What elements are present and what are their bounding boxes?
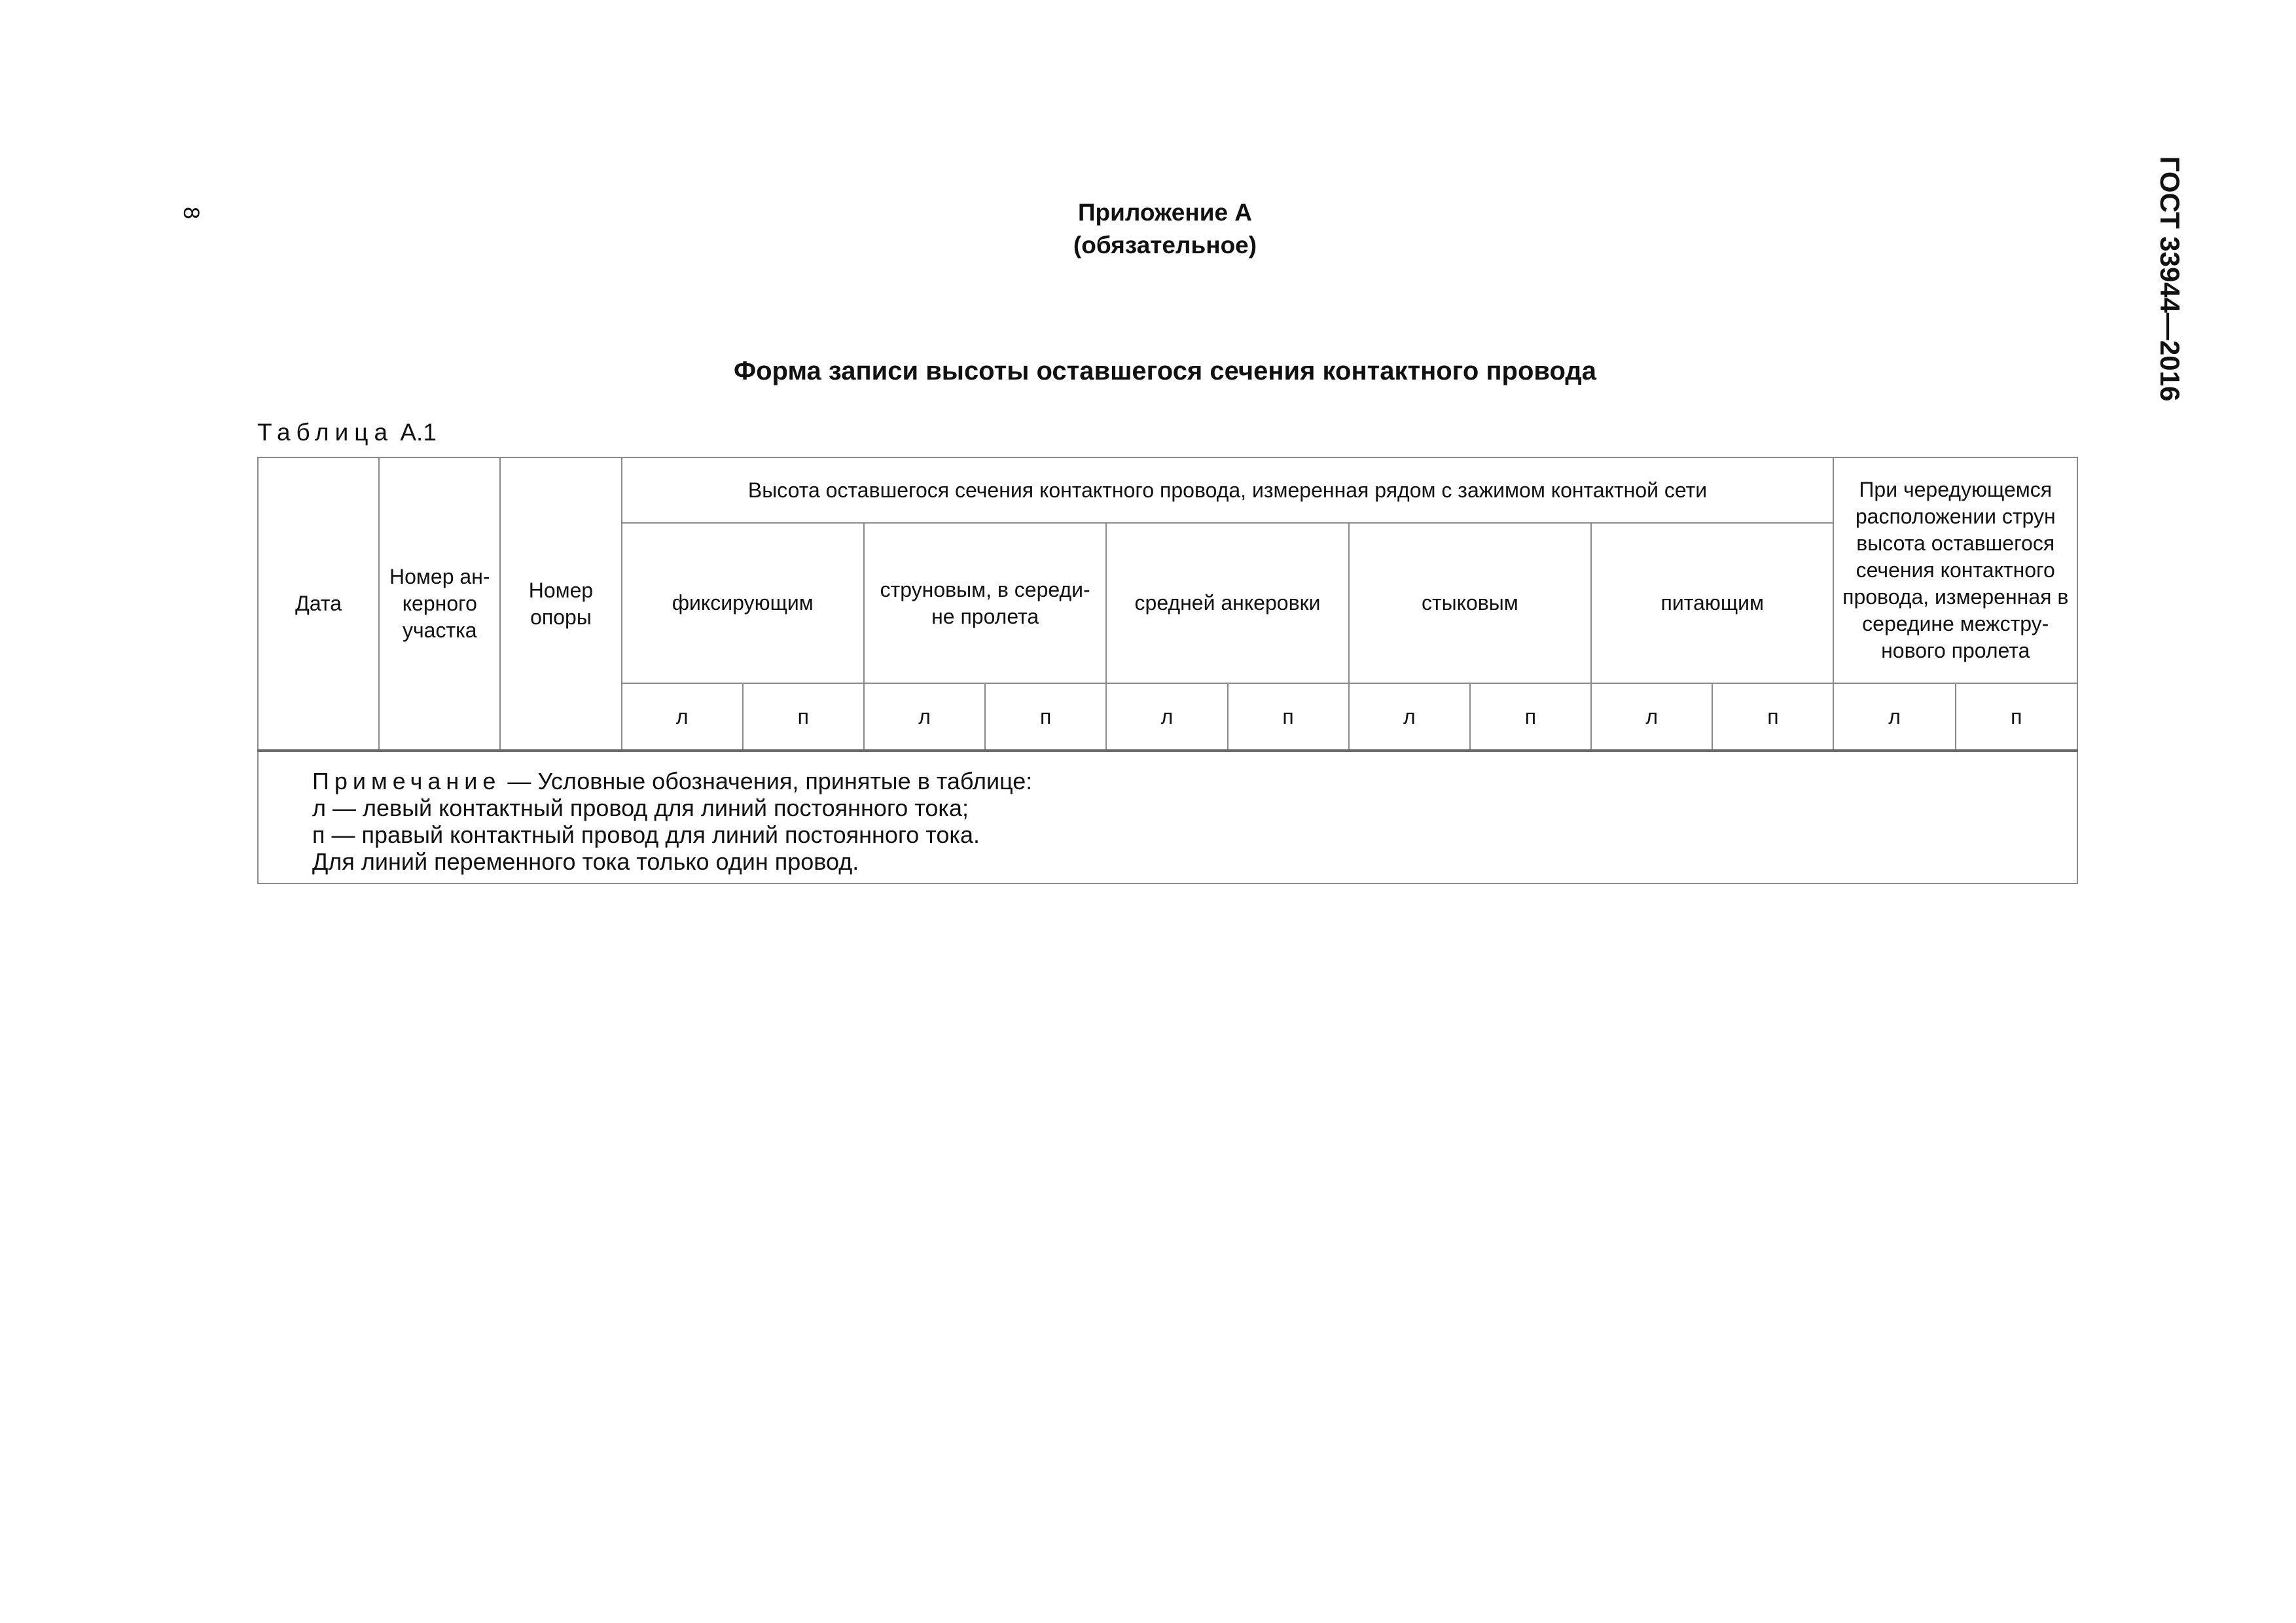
note-lead: — Условные обозначения, принятые в таблице: — [501, 768, 1033, 794]
side-left: л — [1591, 683, 1712, 751]
form-title: Форма записи высоты оставшегося сечения контактного провода — [733, 357, 1596, 385]
table-label-number: А.1 — [393, 419, 437, 446]
table-label-prefix: Таблица — [257, 419, 394, 446]
header-pole-number: Номер опоры — [500, 457, 621, 751]
header-joint: стыковым — [1349, 523, 1591, 683]
header-alternating-strings: При чередующемся расположении струн высота оставшегося сечения контактного провода, измеренная в середине межстру-нового пролета — [1833, 457, 2077, 683]
record-form-table — [257, 457, 2078, 884]
note-line-ac: Для линий переменного тока только один провод. — [312, 848, 859, 875]
side-right: п — [1470, 683, 1591, 751]
side-right: п — [1228, 683, 1349, 751]
table-label — [257, 419, 437, 446]
appendix-title: Приложение А — [1077, 199, 1253, 226]
header-feeding: питающим — [1591, 523, 1833, 683]
header-row-1 — [258, 457, 2077, 523]
side-left: л — [1106, 683, 1227, 751]
appendix-heading — [0, 196, 2296, 262]
header-mid-anchoring: средней анкеровки — [1106, 523, 1348, 683]
side-right: п — [1712, 683, 1833, 751]
header-fixing: фиксирующим — [622, 523, 864, 683]
note-line-right: п — правый контактный провод для линий постоянного тока. — [312, 821, 980, 848]
header-date: Дата — [258, 457, 379, 751]
header-string-mid-span: струновым, в середи-не пролета — [864, 523, 1106, 683]
side-left: л — [864, 683, 985, 751]
side-right: п — [743, 683, 864, 751]
note-heading — [312, 768, 2077, 794]
side-left: л — [1349, 683, 1470, 751]
standard-code: ГОСТ 33944—2016 — [2155, 156, 2185, 402]
page-number: 8 — [178, 207, 204, 219]
header-height-group: Высота оставшегося сечения контактного провода, измеренная рядом с зажимом контактной сети — [622, 457, 1834, 523]
note-row — [258, 751, 2077, 883]
header-anchor-section: Номер ан-керного участка — [379, 457, 500, 751]
appendix-status: (обязательное) — [1073, 232, 1257, 259]
side-left: л — [1833, 683, 1955, 751]
note-line-left: л — левый контактный провод для линий постоянного тока; — [312, 794, 969, 821]
table-note — [258, 751, 2077, 883]
note-prefix: Примечание — [312, 768, 501, 794]
side-right: п — [985, 683, 1106, 751]
side-right: п — [1956, 683, 2077, 751]
side-left: л — [622, 683, 743, 751]
